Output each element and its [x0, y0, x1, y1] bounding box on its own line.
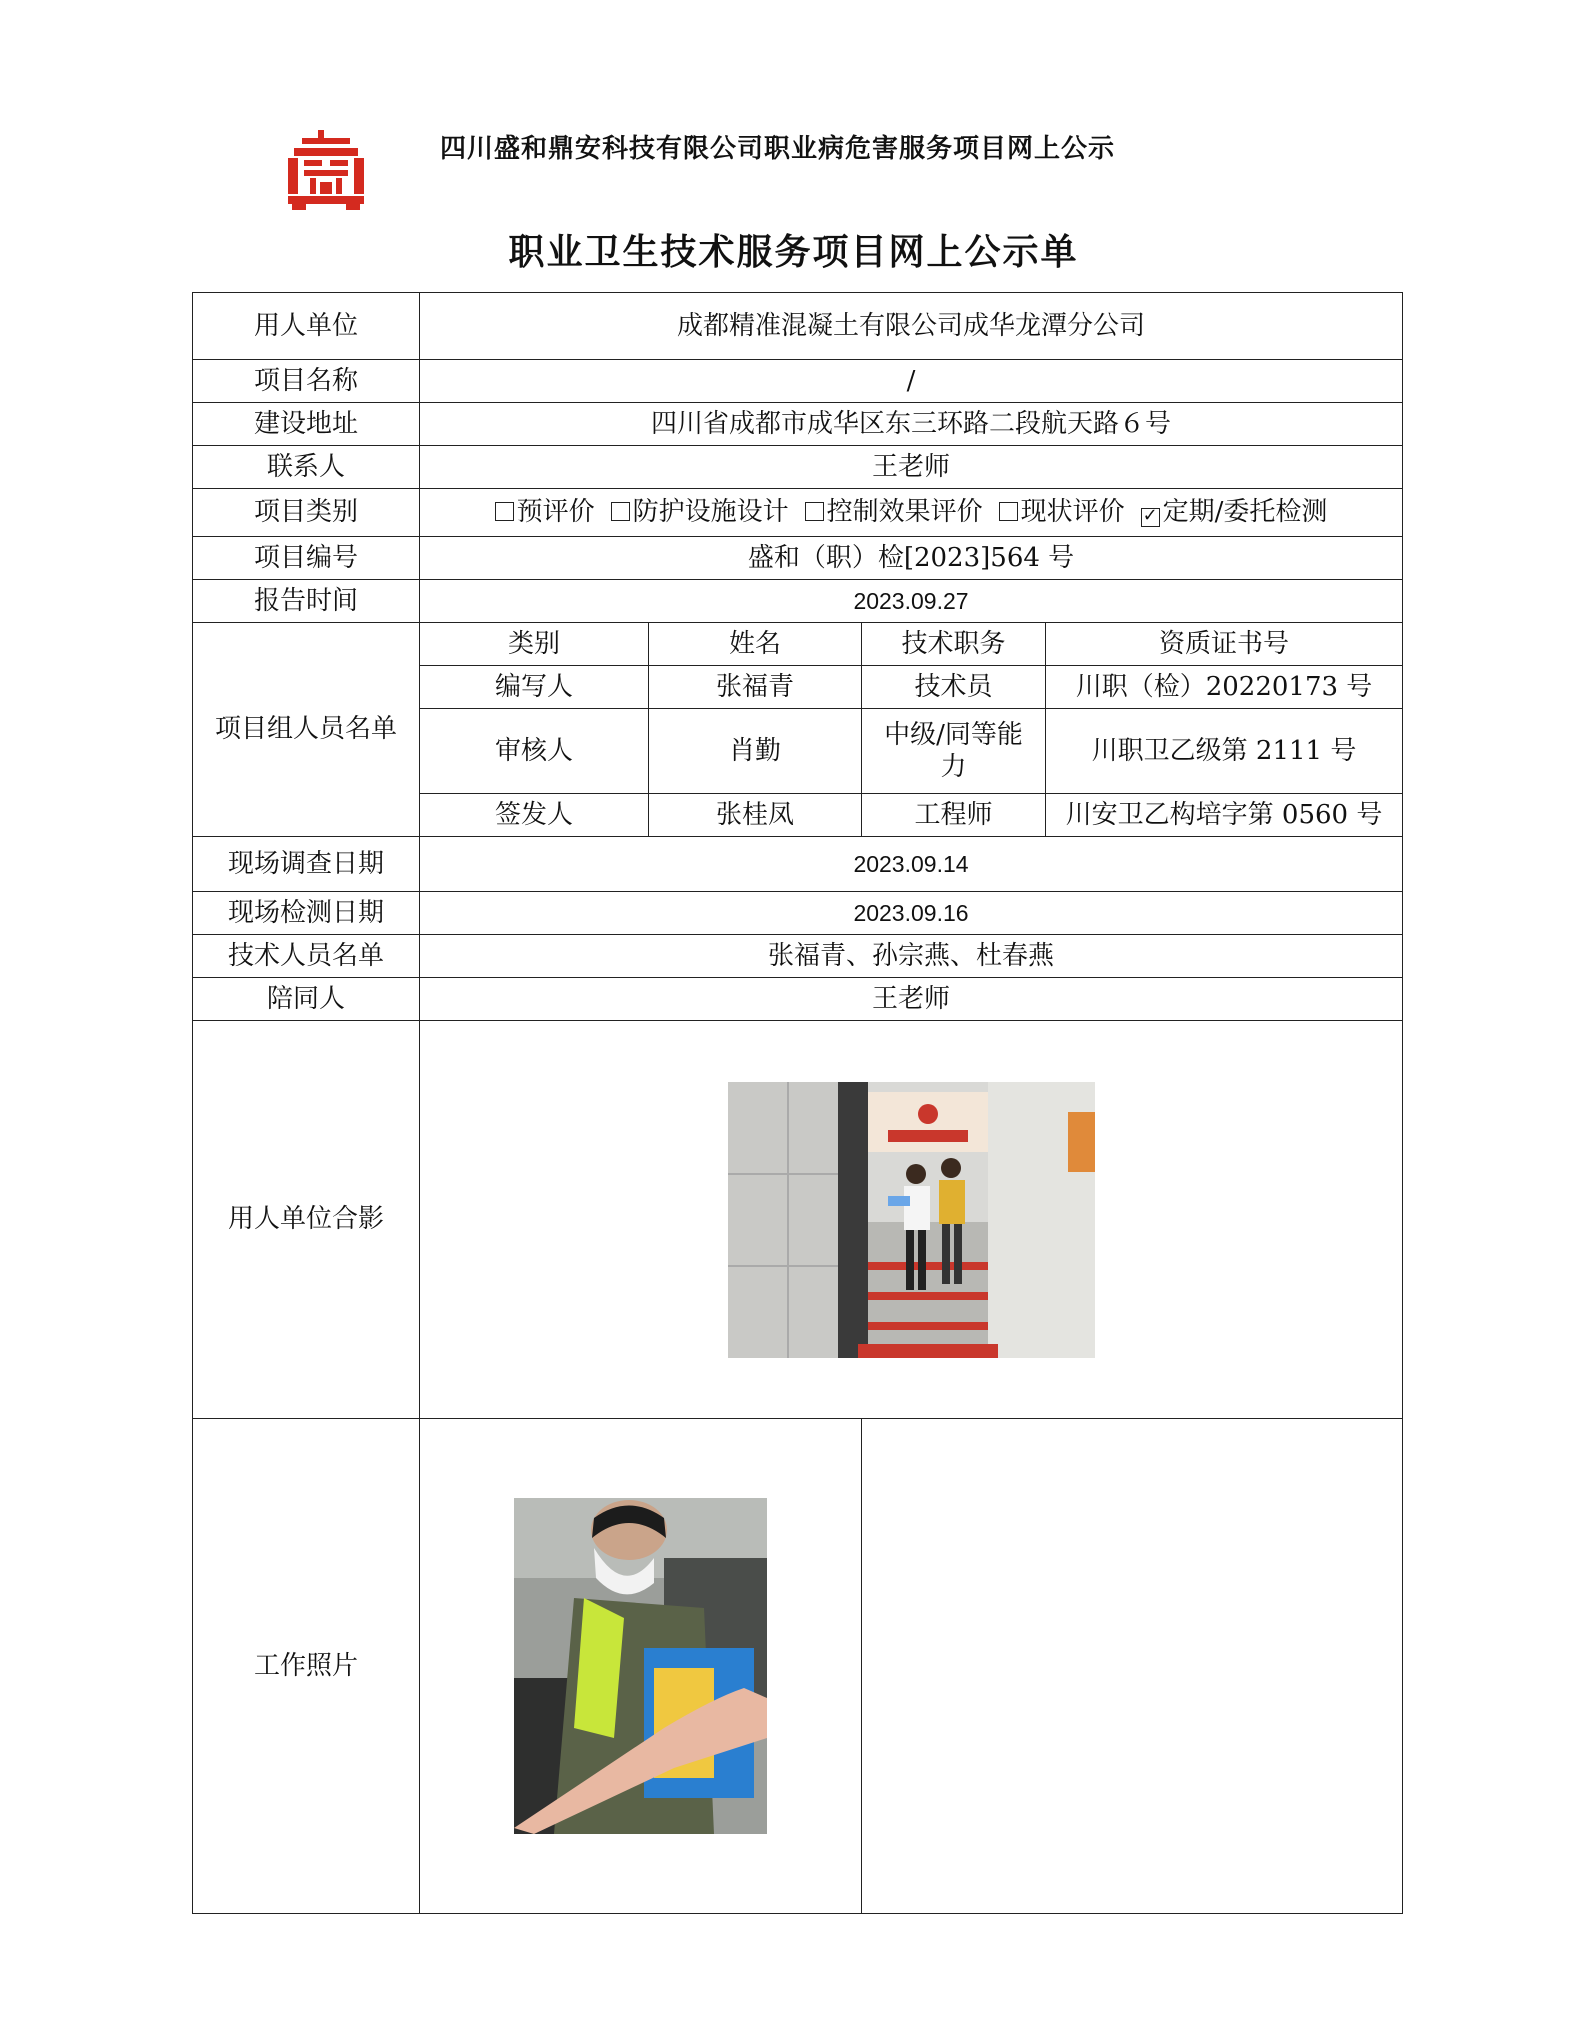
team-role: 编写人 [420, 666, 649, 709]
category-option-label: 控制效果评价 [826, 497, 983, 528]
team-title: 工程师 [862, 794, 1046, 837]
company-header-title: 四川盛和鼎安科技有限公司职业病危害服务项目网上公示 [440, 134, 1116, 164]
team-header: 技术职务 [862, 623, 1046, 666]
company-logo-icon [288, 130, 364, 210]
category-option[interactable] [805, 497, 983, 527]
employer-label: 用人单位 [193, 293, 420, 360]
category-label: 项目类别 [193, 489, 420, 537]
test-date-label: 现场检测日期 [193, 892, 420, 935]
work-photo-image [514, 1498, 767, 1834]
disclosure-form [192, 292, 1403, 1914]
team-header: 类别 [420, 623, 649, 666]
team-cert: 川职（检）20220173 号 [1046, 666, 1403, 709]
team-name: 张福青 [649, 666, 862, 709]
project-no-label: 项目编号 [193, 537, 420, 580]
address-label: 建设地址 [193, 403, 420, 446]
report-date-label: 报告时间 [193, 580, 420, 623]
row-test-date [193, 892, 1403, 935]
survey-date-value: 2023.09.14 [420, 837, 1403, 892]
checkbox-icon [611, 502, 630, 521]
category-options [420, 489, 1403, 537]
row-project-name [193, 360, 1403, 403]
category-option[interactable] [1141, 497, 1328, 527]
category-option[interactable] [611, 497, 789, 527]
work-photo-empty-cell [862, 1419, 1403, 1914]
test-date-value: 2023.09.16 [420, 892, 1403, 935]
group-photo-label: 用人单位合影 [193, 1021, 420, 1419]
row-category [193, 489, 1403, 537]
technicians-value: 张福青、孙宗燕、杜春燕 [420, 935, 1403, 978]
team-header: 姓名 [649, 623, 862, 666]
team-label: 项目组人员名单 [193, 623, 420, 837]
team-name: 肖勤 [649, 709, 862, 794]
team-title: 中级/同等能力 [862, 709, 1046, 794]
team-cert: 川职卫乙级第 2111 号 [1046, 709, 1403, 794]
group-photo-cell [420, 1021, 1403, 1419]
team-header-row [193, 623, 1403, 666]
team-header: 资质证书号 [1046, 623, 1403, 666]
category-option[interactable] [999, 497, 1125, 527]
row-technicians [193, 935, 1403, 978]
checkbox-icon [805, 502, 824, 521]
checkbox-icon [999, 502, 1018, 521]
row-work-photo [193, 1419, 1403, 1914]
row-employer [193, 293, 1403, 360]
row-contact [193, 446, 1403, 489]
survey-date-label: 现场调查日期 [193, 837, 420, 892]
contact-label: 联系人 [193, 446, 420, 489]
project-no-value: 盛和（职）检[2023]564 号 [420, 537, 1403, 580]
team-role: 审核人 [420, 709, 649, 794]
project-name-value: / [420, 360, 1403, 403]
category-option-label: 防护设施设计 [632, 497, 789, 528]
row-report-date [193, 580, 1403, 623]
team-name: 张桂凤 [649, 794, 862, 837]
category-option-label: 预评价 [516, 497, 595, 528]
row-survey-date [193, 837, 1403, 892]
row-group-photo [193, 1021, 1403, 1419]
category-option-label: 现状评价 [1020, 497, 1125, 528]
report-date-value: 2023.09.27 [420, 580, 1403, 623]
row-address [193, 403, 1403, 446]
row-project-no [193, 537, 1403, 580]
category-option[interactable] [495, 497, 595, 527]
technicians-label: 技术人员名单 [193, 935, 420, 978]
checkbox-checked-icon: ✓ [1142, 505, 1158, 527]
team-role: 签发人 [420, 794, 649, 837]
checkbox-icon [495, 502, 514, 521]
row-escort [193, 978, 1403, 1021]
escort-value: 王老师 [420, 978, 1403, 1021]
team-cert: 川安卫乙构培字第 0560 号 [1046, 794, 1403, 837]
team-title: 技术员 [862, 666, 1046, 709]
employer-value: 成都精准混凝土有限公司成华龙潭分公司 [420, 293, 1403, 360]
escort-label: 陪同人 [193, 978, 420, 1021]
group-photo-image [728, 1082, 1095, 1358]
work-photo-cell [420, 1419, 862, 1914]
category-option-label: 定期/委托检测 [1162, 497, 1328, 528]
project-name-label: 项目名称 [193, 360, 420, 403]
address-value: 四川省成都市成华区东三环路二段航天路６号 [420, 403, 1403, 446]
work-photo-label: 工作照片 [193, 1419, 420, 1914]
document-title: 职业卫生技术服务项目网上公示单 [508, 231, 1079, 273]
contact-value: 王老师 [420, 446, 1403, 489]
